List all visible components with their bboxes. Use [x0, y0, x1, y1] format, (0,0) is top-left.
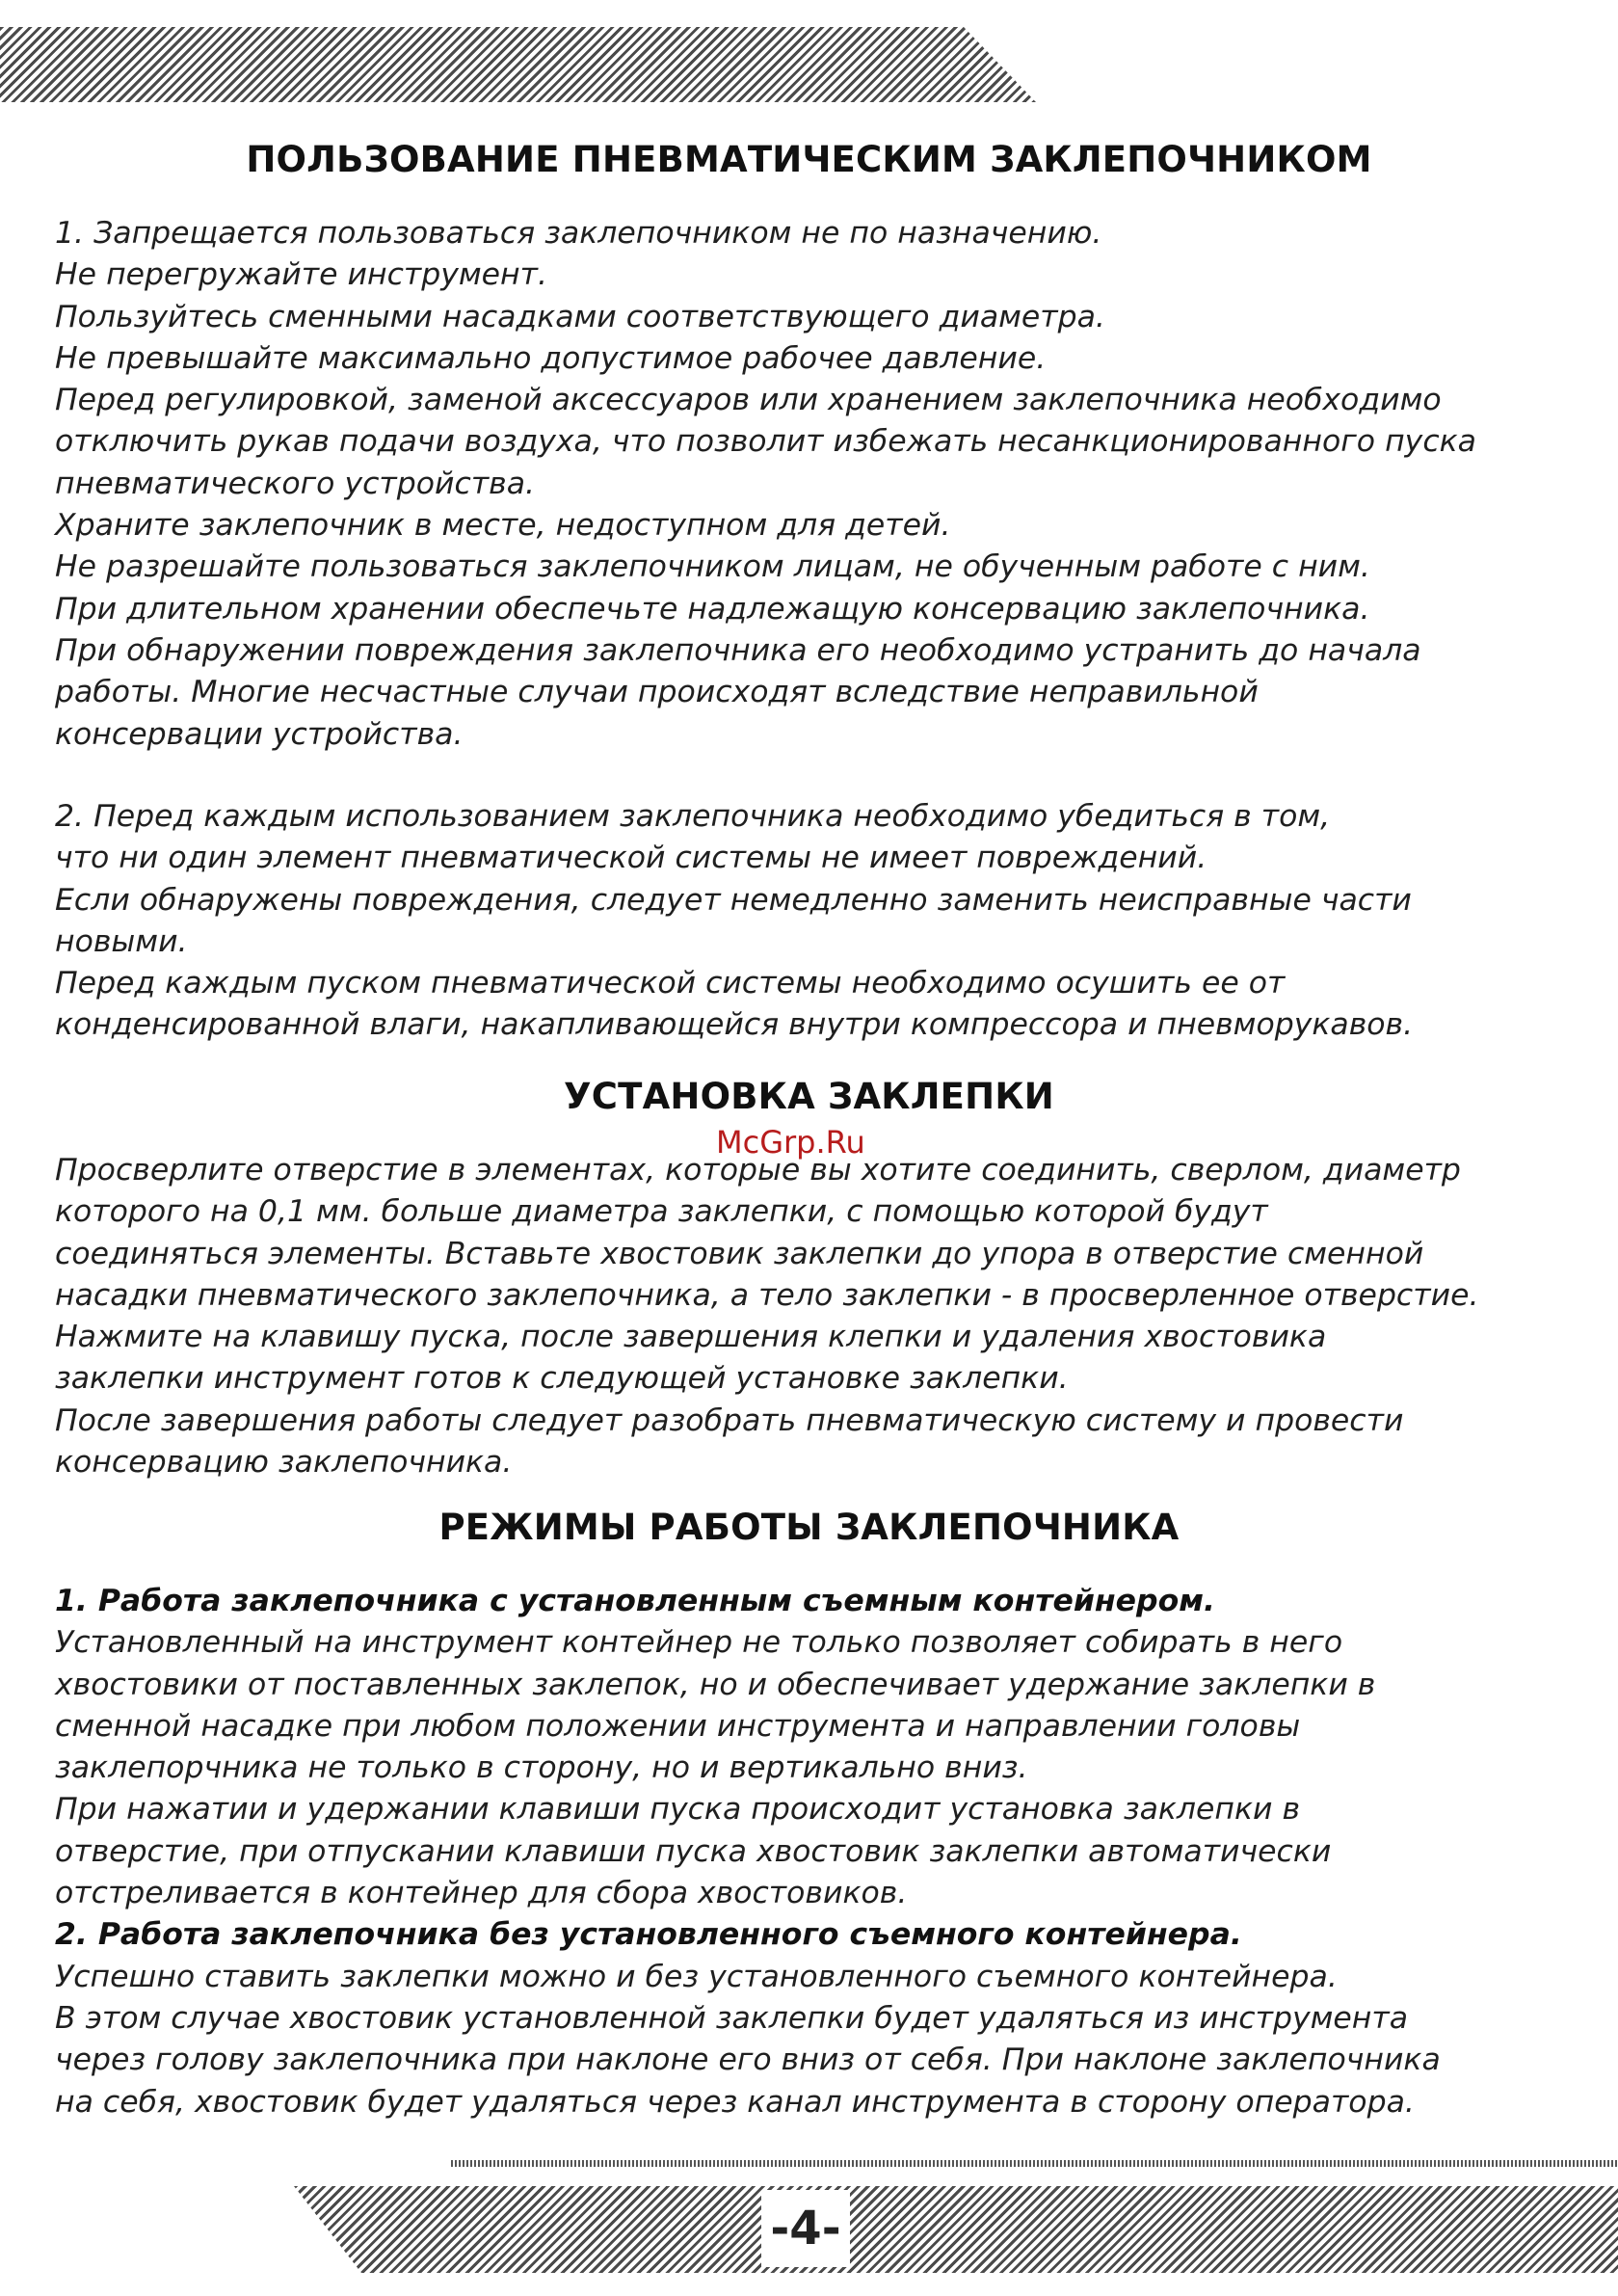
bottom-hatched-band: [294, 2186, 1618, 2273]
text-line: Перед регулировкой, заменой аксессуаров или хранением заклепочника необходимо: [55, 383, 1442, 418]
text-line: отстреливается в контейнер для сбора хвостовиков.: [55, 1876, 908, 1911]
text-line: пневматического устройства.: [55, 466, 536, 501]
text-line: конденсированной влаги, накапливающейся внутри компрессора и пневморукавов.: [55, 1007, 1414, 1043]
text-line: При нажатии и удержании клавиши пуска происходит установка заклепки в: [55, 1792, 1301, 1828]
text-line: Не превышайте максимально допустимое рабочее давление.: [55, 340, 1047, 376]
text-line: заклепки инструмент готов к следующей установке заклепки.: [55, 1361, 1069, 1397]
text-line: При длительном хранении обеспечьте надлежащую консервацию заклепочника.: [55, 591, 1370, 627]
text-line: Храните заклепочник в месте, недоступном для детей.: [55, 508, 951, 544]
text-line: Успешно ставить заклепки можно и без установленного съемного контейнера.: [55, 1959, 1338, 1994]
text-line: на себя, хвостовик будет удаляться через канал инструмента в сторону оператора.: [55, 2084, 1415, 2120]
usage-rules-paragraph-2: [55, 796, 1597, 1047]
text-line: отверстие, при отпускании клавиши пуска хвостовик заклепки автоматически: [55, 1833, 1332, 1869]
text-line: соединяться элементы. Вставьте хвостовик заклепки до упора в отверстие сменной: [55, 1236, 1424, 1271]
text-line: Нажмите на клавишу пуска, после завершения клепки и удаления хвостовика: [55, 1320, 1327, 1355]
text-line: Перед каждым пуском пневматической системы необходимо осушить ее от: [55, 966, 1286, 1001]
text-line: что ни один элемент пневматической системы не имеет повреждений.: [55, 841, 1207, 876]
dotted-divider: [451, 2160, 1618, 2167]
text-line: Пользуйтесь сменными насадками соответствующего диаметра.: [55, 299, 1105, 334]
text-line: 1. Запрещается пользоваться заклепочником не по назначению.: [55, 216, 1102, 251]
watermark: McGrp.Ru: [716, 1124, 865, 1161]
operating-modes-paragraph: [55, 1581, 1597, 2123]
text-line: отключить рукав подачи воздуха, что позволит избежать несанкционированного пуска: [55, 424, 1476, 460]
text-line: Просверлите отверстие в элементах, которые вы хотите соединить, сверлом, диаметр: [55, 1153, 1461, 1188]
rivet-installation-paragraph: [55, 1150, 1597, 1483]
section-title-operating-modes: РЕЖИМЫ РАБОТЫ ЗАКЛЕПОЧНИКА: [438, 1507, 1180, 1548]
text-line: Не разрешайте пользоваться заклепочником лицам, не обученным работе с ним.: [55, 549, 1370, 585]
text-line: новыми.: [55, 923, 188, 959]
text-line: После завершения работы следует разобрать пневматическую систему и провести: [55, 1402, 1404, 1438]
text-line: Если обнаружены повреждения, следует немедленно заменить неисправные части: [55, 882, 1412, 918]
page-number: -4-: [761, 2190, 850, 2267]
text-line: Установленный на инструмент контейнер не только позволяет собирать в него: [55, 1625, 1343, 1661]
text-line: При обнаружении повреждения заклепочника его необходимо устранить до начала: [55, 632, 1421, 668]
text-line: 2. Перед каждым использованием заклепочника необходимо убедиться в том,: [55, 799, 1331, 834]
text-line: хвостовики от поставленных заклепок, но и обеспечивает удержание заклепки в: [55, 1667, 1376, 1702]
text-line: насадки пневматического заклепочника, а тело заклепки - в просверленное отверстие.: [55, 1277, 1479, 1313]
text-line: работы. Многие несчастные случаи происходят вследствие неправильной: [55, 675, 1259, 710]
text-line: заклепорчника не только в сторону, но и вертикально вниз.: [55, 1750, 1028, 1786]
text-line: В этом случае хвостовик установленной заклепки будет удаляться из инструмента: [55, 2000, 1408, 2036]
mode-1-title: 1. Работа заклепочника с установленным съемным контейнером.: [55, 1584, 1215, 1618]
usage-rules-paragraph-1: [55, 213, 1597, 756]
text-line: через голову заклепочника при наклоне его вниз от себя. При наклоне заклепочника: [55, 2042, 1441, 2078]
text-line: Не перегружайте инструмент.: [55, 257, 547, 293]
text-line: которого на 0,1 мм. больше диаметра заклепки, с помощью которой будут: [55, 1194, 1268, 1230]
top-hatched-band: [0, 27, 1036, 102]
text-line: консервацию заклепочника.: [55, 1445, 513, 1481]
section-title-rivet-installation: УСТАНОВКА ЗАКЛЕПКИ: [564, 1076, 1054, 1117]
section-title-usage: ПОЛЬЗОВАНИЕ ПНЕВМАТИЧЕСКИМ ЗАКЛЕПОЧНИКОМ: [246, 139, 1372, 180]
mode-2-title: 2. Работа заклепочника без установленного съемного контейнера.: [55, 1917, 1242, 1953]
text-line: сменной насадке при любом положении инструмента и направлении головы: [55, 1708, 1301, 1744]
text-line: консервации устройства.: [55, 716, 464, 752]
